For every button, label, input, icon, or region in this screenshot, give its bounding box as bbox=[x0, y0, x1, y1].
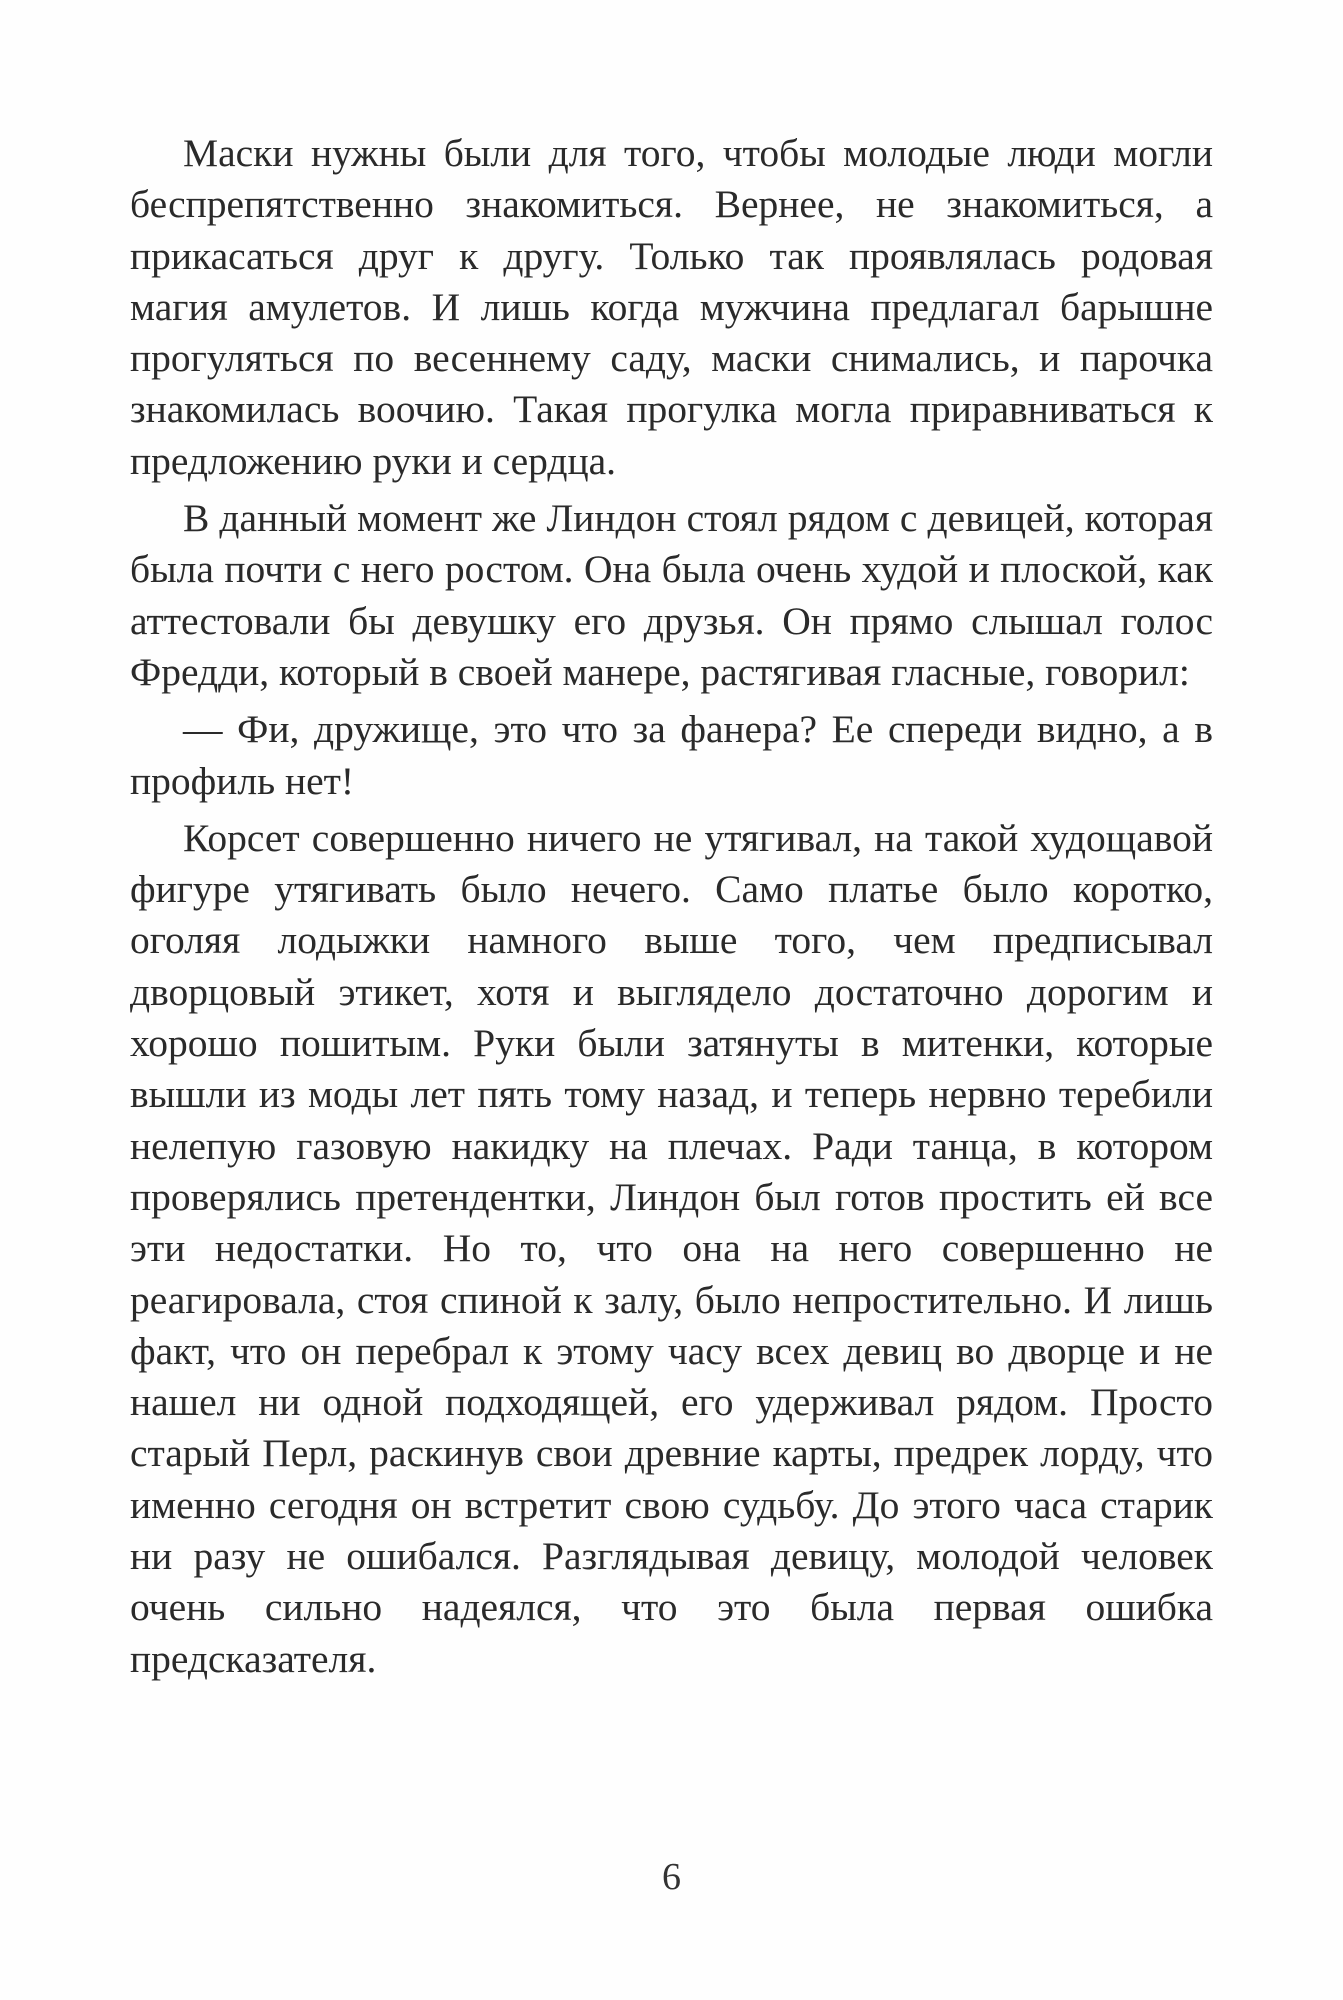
paragraph: Маски нужны были для того, чтобы молодые люди могли беспрепятственно знакомиться. Вернее, не знакомиться, а прикасаться друг к другу. Только так проявлялась родовая магия амулетов. И лишь когда мужчина предлагал барышне прогуляться по весеннему саду, маски снимались, и парочка знакомилась воочию. Такая прогулка могла приравниваться к предложению руки и сердца. bbox=[130, 131, 1213, 483]
dialogue-paragraph: — Фи, дружище, это что за фанера? Ее спереди видно, а в профиль нет! bbox=[130, 707, 1213, 803]
paragraph: В данный момент же Линдон стоял рядом с девицей, которая была почти с него ростом. Она была очень худой и плоской, как аттестовали бы девушку его друзья. Он прямо слышал голос Фредди, который в своей манере, растягивая гласные, говорил: bbox=[130, 496, 1213, 694]
body-text bbox=[130, 128, 1213, 1691]
page-number: 6 bbox=[662, 1856, 681, 1898]
paragraph: Корсет совершенно ничего не утягивал, на такой худощавой фигуре утягивать было нечего. Само платье было коротко, оголяя лодыжки намного выше того, чем предписывал дворцовый этикет, хотя и выглядело достаточно дорогим и хорошо пошитым. Руки были затянуты в митенки, которые вышли из моды лет пять тому назад, и теперь нервно теребили нелепую газовую накидку на плечах. Ради танца, в котором проверялись претендентки, Линдон был готов простить ей все эти недостатки. Но то, что она на него совершенно не реагировала, стоя спиной к залу, было непростительно. И лишь факт, что он перебрал к этому часу всех девиц во дворце и не нашел ни одной подходящей, его удерживал рядом. Просто старый Перл, раскинув свои древние карты, предрек лорду, что именно сегодня он встретит свою судьбу. До этого часа старик ни разу не ошибался. Разглядывая девицу, молодой человек очень сильно надеялся, что это была первая ошибка предсказателя. bbox=[130, 815, 1213, 1681]
